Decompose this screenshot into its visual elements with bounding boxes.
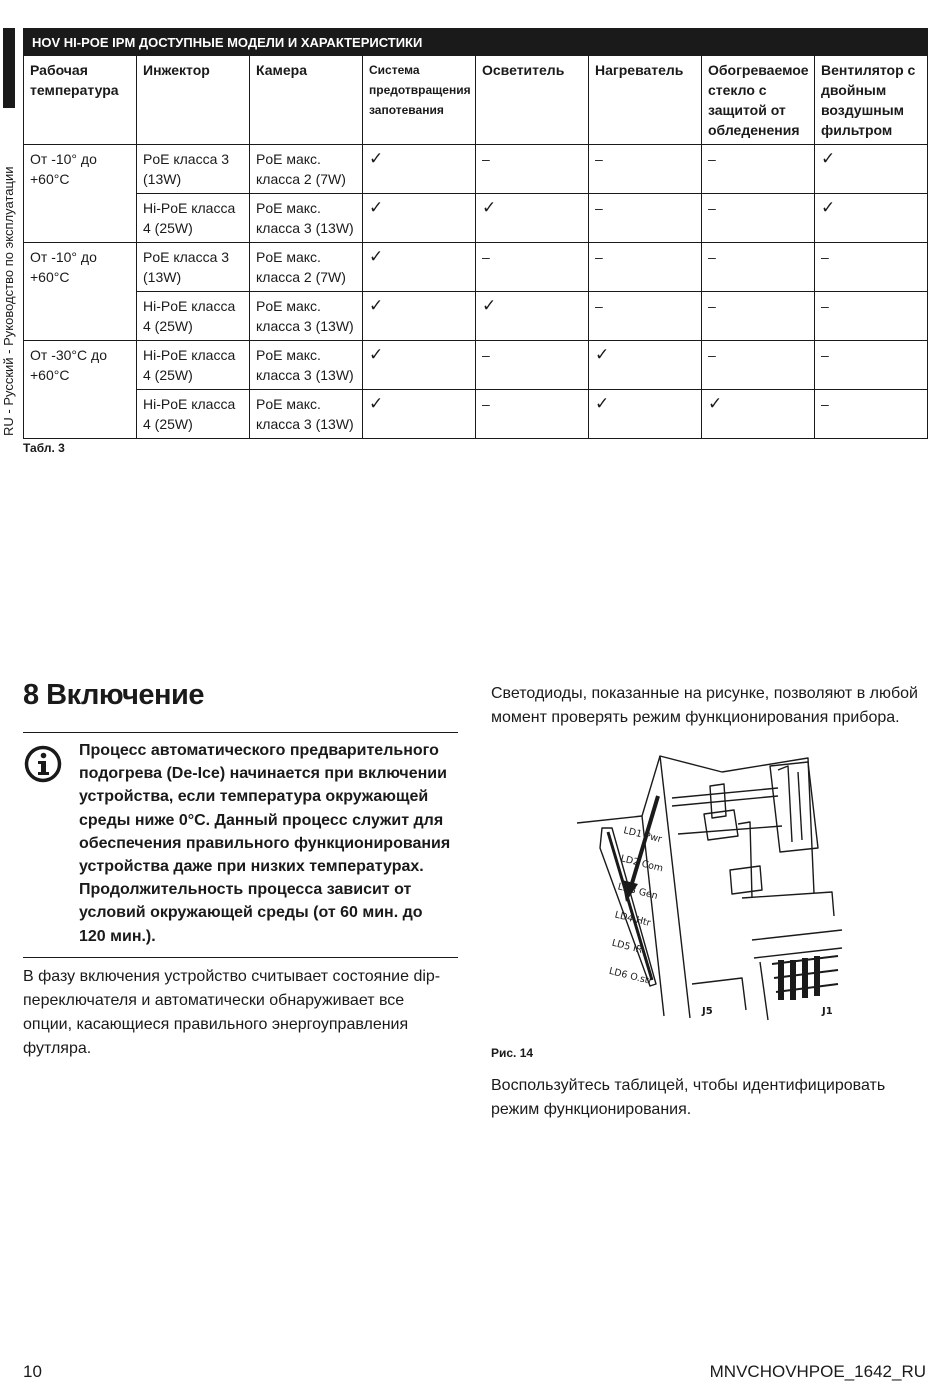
feature-cell: –: [815, 341, 928, 390]
led-label: LD5 IR: [610, 937, 644, 956]
table-row: [24, 390, 928, 439]
feature-cell: ✓: [363, 390, 476, 439]
table-row: [24, 145, 928, 194]
injector-cell: Hi-PoE класса 4 (25W): [137, 341, 250, 390]
injector-cell: PoE класса 3 (13W): [137, 243, 250, 292]
table-title: HOV HI-POE IPM ДОСТУПНЫЕ МОДЕЛИ И ХАРАКТЕРИСТИКИ: [24, 29, 928, 56]
camera-cell: PoE макс. класса 3 (13W): [250, 292, 363, 341]
header-deice-glass: Обогреваемое стекло с защитой от обледенения: [702, 56, 815, 145]
feature-cell: ✓: [815, 194, 928, 243]
injector-cell: Hi-PoE класса 4 (25W): [137, 390, 250, 439]
camera-cell: PoE макс. класса 3 (13W): [250, 194, 363, 243]
camera-cell: PoE макс. класса 2 (7W): [250, 145, 363, 194]
feature-cell: ✓: [476, 292, 589, 341]
camera-cell: PoE макс. класса 3 (13W): [250, 341, 363, 390]
injector-cell: Hi-PoE класса 4 (25W): [137, 194, 250, 243]
feature-cell: –: [702, 194, 815, 243]
header-fan: Вентилятор с двойным воздушным фильтром: [815, 56, 928, 145]
table-row: [24, 341, 928, 390]
table-caption: Табл. 3: [23, 441, 65, 455]
feature-cell: –: [476, 390, 589, 439]
feature-cell: –: [589, 292, 702, 341]
feature-cell: –: [702, 292, 815, 341]
header-antifog: Система предотвращения запотевания: [363, 56, 476, 145]
temperature-cell: От -30°C до +60°C: [24, 341, 137, 439]
table-row: [24, 243, 928, 292]
camera-cell: PoE макс. класса 3 (13W): [250, 390, 363, 439]
page-number: 10: [23, 1362, 42, 1381]
camera-cell: PoE макс. класса 2 (7W): [250, 243, 363, 292]
feature-cell: –: [476, 341, 589, 390]
feature-cell: ✓: [589, 341, 702, 390]
info-icon: [24, 745, 62, 783]
feature-cell: ✓: [589, 390, 702, 439]
led-label: LD6 O.str: [607, 965, 654, 988]
header-injector: Инжектор: [137, 56, 250, 145]
section-rule-bottom: [23, 957, 458, 958]
feature-cell: –: [476, 243, 589, 292]
section-title: 8 Включение: [23, 679, 205, 711]
led-label: LD4 Htr: [613, 909, 652, 929]
feature-cell: –: [702, 341, 815, 390]
section-rule-top: [23, 732, 458, 733]
feature-cell: ✓: [815, 145, 928, 194]
temperature-cell: От -10° до +60°C: [24, 145, 137, 243]
temperature-cell: От -10° до +60°C: [24, 243, 137, 341]
led-label: LD1 Pwr: [622, 825, 663, 846]
document-code: MNVCHOVHPOE_1642_RU: [709, 1362, 926, 1381]
feature-cell: –: [815, 292, 928, 341]
injector-cell: PoE класса 3 (13W): [137, 145, 250, 194]
header-camera: Камера: [250, 56, 363, 145]
feature-cell: –: [702, 243, 815, 292]
feature-cell: ✓: [363, 341, 476, 390]
header-temperature: Рабочая температура: [24, 56, 137, 145]
mode-paragraph: Воспользуйтесь таблицей, чтобы идентифицировать режим функционирования.: [491, 1077, 886, 1118]
feature-cell: ✓: [476, 194, 589, 243]
side-label: RU - Русский - Руководство по эксплуатации: [1, 166, 16, 436]
feature-cell: ✓: [702, 390, 815, 439]
table-row: [24, 292, 928, 341]
feature-cell: ✓: [363, 194, 476, 243]
led-label: LD2 Com: [619, 853, 665, 875]
feature-cell: ✓: [363, 243, 476, 292]
feature-cell: –: [815, 390, 928, 439]
feature-cell: –: [702, 145, 815, 194]
connector-label: J5: [702, 1006, 713, 1017]
feature-cell: ✓: [363, 292, 476, 341]
feature-cell: ✓: [363, 145, 476, 194]
injector-cell: Hi-PoE класса 4 (25W): [137, 292, 250, 341]
led-paragraph: Светодиоды, показанные на рисунке, позволяют в любой момент проверять режим функционирования прибора.: [491, 685, 918, 726]
table-row: [24, 194, 928, 243]
figure-caption: Рис. 14: [491, 1046, 534, 1060]
header-heater: Нагреватель: [589, 56, 702, 145]
feature-cell: –: [589, 194, 702, 243]
deice-note: Процесс автоматического предварительного подогрева (De-Ice) начинается при включении устройства, если температура окружающей среды ниже 0°C. Данный процесс служит для обеспечения правильного функционирования устройства даже при низких температурах. Продолжительность процесса зависит от условий окружающей среды (от 60 мин. до 120 мин.).: [79, 742, 451, 945]
feature-cell: –: [589, 145, 702, 194]
feature-cell: –: [476, 145, 589, 194]
connector-label: J1: [822, 1006, 833, 1017]
startup-paragraph: В фазу включения устройство считывает состояние dip-переключателя и автоматически обнаруживает все опции, касающиеся правильного энергоуправления футляра.: [23, 968, 441, 1057]
feature-cell: –: [589, 243, 702, 292]
models-table: [23, 28, 928, 439]
header-illuminator: Осветитель: [476, 56, 589, 145]
led-board-figure: [572, 748, 844, 1024]
led-label: LD3 Gen: [616, 881, 659, 902]
feature-cell: –: [815, 243, 928, 292]
